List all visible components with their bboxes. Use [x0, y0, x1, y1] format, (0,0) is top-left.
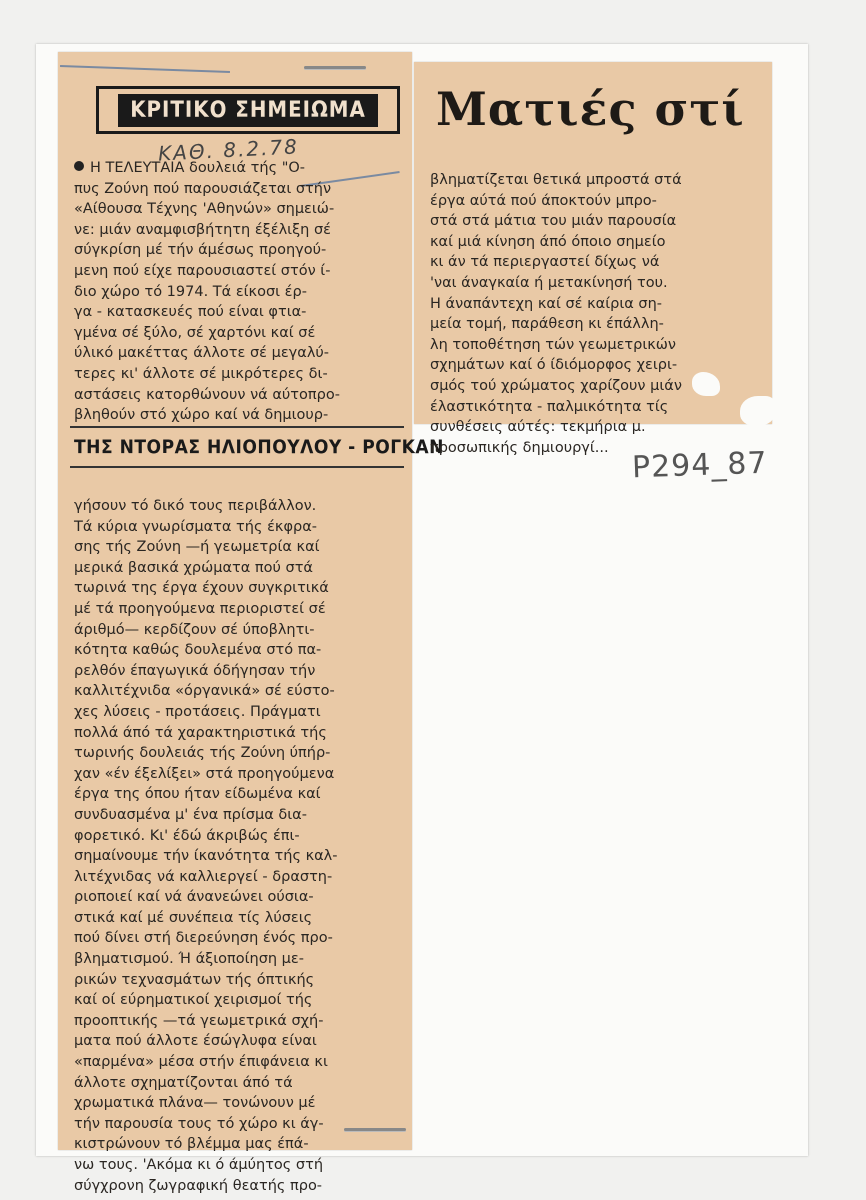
article-line: βληματίζεται θετικά μπροστά στά [430, 172, 682, 188]
article-line: προοπτικής —τά γεωμετρικά σχή- [74, 1012, 324, 1029]
article-line: έλαστικότητα - παλμικότητα τίς [430, 398, 669, 415]
article-line: άριθμό— κερδίζουν σέ ύποβλητι- [74, 621, 315, 638]
article-line: φορετικό. Κι' έδώ άκριβώς έπι- [74, 827, 300, 844]
article-line: έργα αύτά πού άποκτούν μπρο- [430, 192, 657, 209]
handwritten-date: ΚΑΘ. 8.2.78 [157, 134, 300, 166]
article-line: καί οί εύρηματικοί χειρισμοί τής [74, 992, 313, 1009]
article-column-a [74, 158, 404, 426]
article-line: σημαίνουμε τήν ίκανότητα τής καλ- [74, 848, 338, 865]
article-line: ματα πού άλλοτε έσώγλυφα είναι [74, 1033, 317, 1050]
article-line: ρικών τεχνασμάτων τής όπτικής [74, 971, 315, 988]
article-line: Η ΤΕΛΕΥΤΑΙΑ δουλειά τής "Ο- [74, 158, 404, 179]
article-line: συνθέσεις αύτές: τεκμήρια μ. [430, 419, 646, 436]
article-line: μεία τομή, παράθεση κι έπάλλη- [430, 316, 664, 333]
article-line: ριοποιεί καί νά άνανεώνει ούσια- [74, 889, 314, 906]
article-line: χρωματικά πλάνα— τονώνουν μέ [74, 1095, 316, 1112]
article-line: κι άν τά περιεργαστεί δίχως νά [430, 254, 660, 271]
article-line: έργα της όπου ήταν είδωμένα καί [74, 786, 321, 803]
article-line: τωρινά της έργα έχουν συγκριτικά [74, 580, 329, 597]
article-line: σύγκρίση μέ τήν άμέσως προηγού- [74, 242, 327, 259]
article-line: σχημάτων καί ό ίδιόμορφος χειρι- [430, 357, 678, 374]
article-line: καλλιτέχνιδα «όργανικά» σέ εύστο- [74, 683, 335, 700]
article-line: σης τής Ζούνη —ή γεωμετρία καί [74, 539, 320, 556]
article-line: γμένα σέ ξύλο, σέ χαρτόνι καί σέ [74, 324, 316, 341]
article-line: 'ναι άναγκαία ή μετακίνησή του. [430, 274, 668, 291]
article-headline: Ματιές στί [436, 82, 745, 136]
article-line: κιστρώνουν τό βλέμμα μας έπά- [74, 1136, 309, 1153]
article-line: χαν «έν έξελίξει» στά προηγούμενα [74, 765, 335, 782]
article-line: «Αίθουσα Τέχνης 'Αθηνών» σημειώ- [74, 201, 335, 218]
article-line: πολλά άπό τά χαρακτηριστικά τής [74, 724, 327, 741]
staple [304, 66, 366, 69]
article-line: μέ τά προηγούμενα περιοριστεί σέ [74, 600, 326, 617]
article-line: χες λύσεις - προτάσεις. Πράγματι [74, 703, 321, 720]
article-line: σύγχρονη ζωγραφική θεατής προ- [74, 1177, 323, 1194]
article-line: τερες κι' άλλοτε σέ μικρότερες δι- [74, 365, 328, 382]
article-line: μερικά βασικά χρώματα πού στά [74, 559, 313, 576]
article-line: σμός τού χρώματος χαρίζουν μιάν [430, 377, 682, 394]
article-column-c [430, 170, 766, 458]
article-line: άλλοτε σχηματίζονται άπό τά [74, 1074, 293, 1091]
article-line: λη τοποθέτηση τών γεωμετρικών [430, 336, 677, 353]
article-line: συνδυασμένα μ' ένα πρίσμα δια- [74, 806, 307, 823]
article-line: βληματισμού. Ή άξιοποίηση με- [74, 951, 304, 968]
bullet-icon [74, 161, 84, 171]
article-line: αστάσεις κατορθώνουν νά αύτοπρο- [74, 386, 340, 403]
article-line: τωρινής δουλειάς τής Ζούνη ύπήρ- [74, 745, 331, 762]
article-line: ρελθόν έπαγωγικά όδήγησαν τήν [74, 662, 316, 679]
article-line: κότητα καθώς δουλεμένα στό πα- [74, 642, 322, 659]
article-line: λιτέχνιδας νά καλλιεργεί - δραστη- [74, 868, 333, 885]
article-line: καί μιά κίνηση άπό όποιο σημείο [430, 233, 666, 250]
article-line: γήσουν τό δικό τους περιβάλλον. [74, 498, 317, 514]
article-line: μενη πού είχε παρουσιαστεί στόν ί- [74, 262, 331, 279]
article-line: γα - κατασκευές πού είναι φτια- [74, 304, 307, 321]
divider [70, 426, 404, 428]
article-line: πού δίνει στή διερεύνηση ένός προ- [74, 930, 333, 947]
article-line: πυς Ζούνη πού παρουσιάζεται στήν [74, 180, 332, 197]
article-line: διο χώρο τό 1974. Τά είκοσι έρ- [74, 283, 307, 300]
column-header-box [96, 86, 400, 134]
archive-id: P294_87 [631, 445, 769, 486]
article-line: βληθούν στό χώρο καί νά δημιουρ- [74, 407, 329, 424]
article-line: προσωπικής δημιουργί... [430, 439, 609, 456]
column-header-label: ΚΡΙΤΙΚΟ ΣΗΜΕΙΩΜΑ [118, 94, 378, 127]
article-byline: ΤΗΣ ΝΤΟΡΑΣ ΗΛΙΟΠΟΥΛΟΥ - ΡΟΓΚΑΝ [74, 436, 444, 458]
divider [70, 466, 404, 468]
article-line: ύλικό μακέττας άλλοτε σέ μεγαλύ- [74, 345, 330, 362]
article-column-b [74, 496, 404, 1196]
article-line: Η άναπάντεχη καί σέ καίρια ση- [430, 295, 663, 312]
article-line: «παρμένα» μέσα στήν έπιφάνεια κι [74, 1054, 328, 1071]
article-line: νε: μιάν αναμφισβήτητη έξέλιξη σέ [74, 221, 331, 238]
article-line: στικά καί μέ συνέπεια τίς λύσεις [74, 909, 313, 926]
article-line: Τά κύρια γνωρίσματα τής έκφρα- [74, 518, 318, 535]
article-line: τήν παρουσία τους τό χώρο κι άγ- [74, 1115, 324, 1132]
article-line: στά στά μάτια του μιάν παρουσία [430, 213, 677, 230]
article-line: νω τους. 'Ακόμα κι ό άμύητος στή [74, 1157, 324, 1173]
